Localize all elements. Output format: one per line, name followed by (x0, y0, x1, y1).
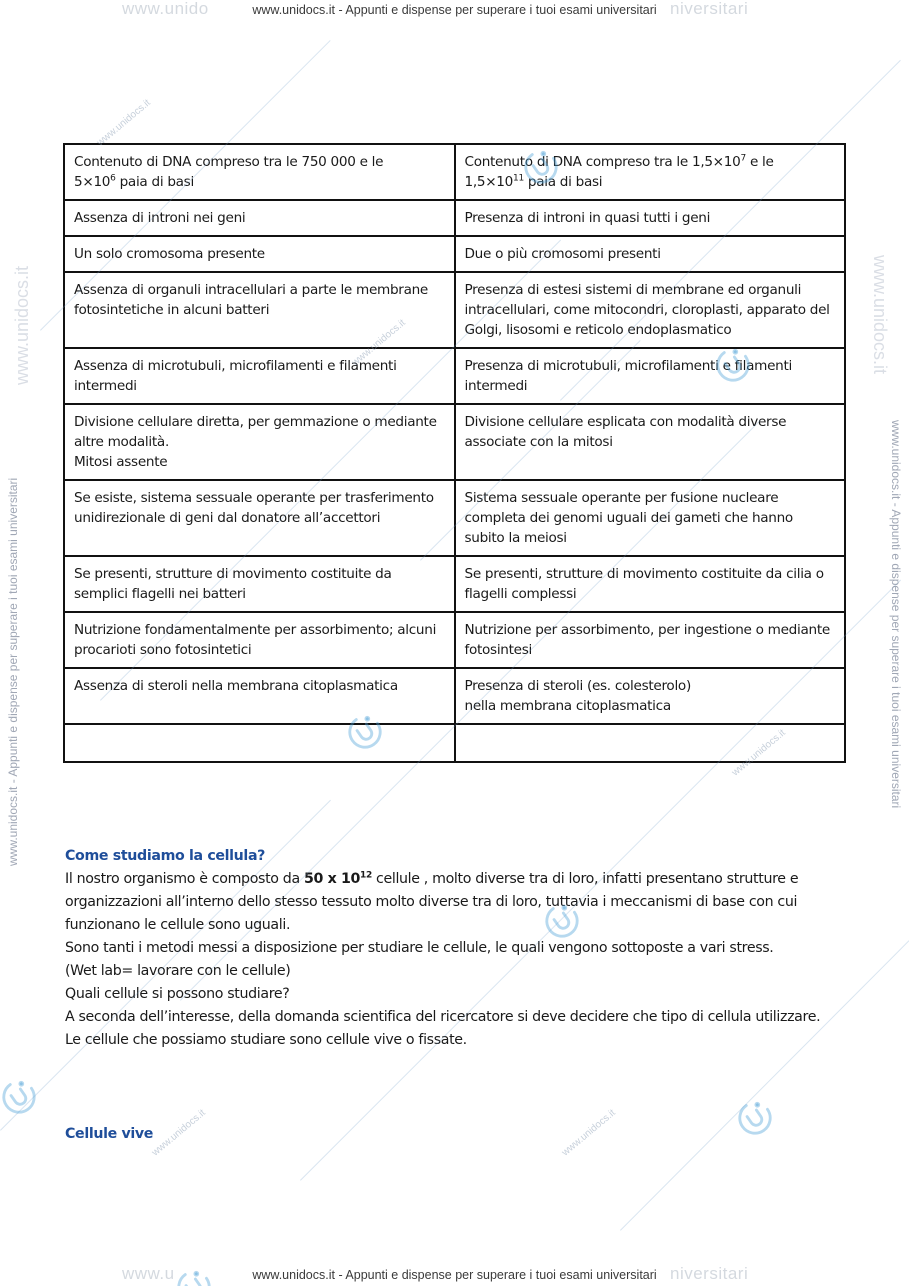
side-ghost-right: www.unidocs.it (870, 255, 890, 375)
table-row (64, 348, 845, 404)
header-ghost-right: niversitari (670, 0, 749, 18)
unidocs-logo-icon (0, 1078, 38, 1116)
cell-text: paia di basi (115, 174, 194, 190)
watermark-text: www.unidocs.it (730, 727, 788, 779)
table-row (64, 272, 845, 348)
section-heading-come-studiamo: Come studiamo la cellula? (65, 848, 266, 864)
superscript: 6 (110, 173, 116, 184)
table-cell-right (455, 668, 846, 724)
table-cell-right: Presenza di introni in quasi tutti i geni (455, 200, 846, 236)
table-cell-right: Nutrizione per assorbimento, per ingestione o mediante fotosintesi (455, 612, 846, 668)
section-body (65, 868, 855, 1052)
paragraph: (Wet lab= lavorare con le cellule) (65, 963, 291, 979)
table-cell-left (64, 144, 455, 200)
table-cell-right: Sistema sessuale operante per fusione nucleare completa dei genomi uguali dei gameti che hanno subito la meiosi (455, 480, 846, 556)
cell-text: Contenuto di DNA compreso tra le 750 000 e le (74, 154, 384, 170)
superscript: 11 (513, 173, 524, 184)
table-row (64, 404, 845, 480)
cell-text: e le (745, 154, 774, 170)
cell-text: Contenuto di DNA compreso tra le 1,5×10 (464, 154, 741, 170)
table-cell-left: Assenza di steroli nella membrana citoplasmatica (64, 668, 455, 724)
table-cell-right: Due o più cromosomi presenti (455, 236, 846, 272)
footer-ghost-right: niversitari (670, 1264, 749, 1283)
table-row (64, 480, 845, 556)
table-cell-right (455, 724, 846, 762)
section-heading-cellule-vive: Cellule vive (65, 1126, 154, 1142)
table-cell-left: Nutrizione fondamentalmente per assorbimento; alcuni procarioti sono fotosintetici (64, 612, 455, 668)
table-row (64, 200, 845, 236)
superscript: 7 (740, 153, 746, 164)
superscript: 12 (360, 870, 372, 881)
paragraph: Quali cellule si possono studiare? (65, 986, 290, 1002)
side-banner-left: www.unidocs.it - Appunti e dispense per superare i tuoi esami universitari (6, 477, 20, 866)
table-cell-left (64, 404, 455, 480)
side-banner-right: www.unidocs.it - Appunti e dispense per superare i tuoi esami universitari (889, 420, 903, 809)
footer-ghost-left: www.u (122, 1264, 175, 1283)
table-row (64, 612, 845, 668)
paragraph-text: Il nostro organismo è composto da (65, 871, 304, 887)
table-cell-left: Se presenti, strutture di movimento costituite da semplici flagelli nei batteri (64, 556, 455, 612)
table-cell-left: Assenza di introni nei geni (64, 200, 455, 236)
footer-banner-text: www.unidocs.it - Appunti e dispense per superare i tuoi esami universitari (252, 1268, 657, 1282)
table-cell-right: Presenza di microtubuli, microfilamenti e filamenti intermedi (455, 348, 846, 404)
table-cell-right: Divisione cellulare esplicata con modalità diverse associate con la mitosi (455, 404, 846, 480)
paragraph-text: cellule , molto diverse tra di loro, infatti presentano strutture e organizzazioni all’interno dello stesso tessuto molto diverse tra di loro, tuttavia i meccanismi di base con cui funzionano le cellule sono uguali. (65, 871, 799, 933)
table-cell-left: Se esiste, sistema sessuale operante per trasferimento unidirezionale di geni dal donatore all’accettori (64, 480, 455, 556)
header-ghost-left: www.unido (122, 0, 209, 18)
table-cell-right (455, 144, 846, 200)
table-cell-left (64, 724, 455, 762)
header-banner-text: www.unidocs.it - Appunti e dispense per superare i tuoi esami universitari (252, 3, 657, 17)
table-row-empty (64, 724, 845, 762)
bold-number: 50 x 10 (303, 871, 361, 887)
table-cell-left: Assenza di organuli intracellulari a parte le membrane fotosintetiche in alcuni batteri (64, 272, 455, 348)
cell-text: 1,5×10 (464, 174, 514, 190)
table-row (64, 556, 845, 612)
paragraph: Le cellule che possiamo studiare sono cellule vive o fissate. (65, 1032, 467, 1048)
watermark-text: www.unidocs.it (350, 317, 408, 369)
comparison-table (63, 143, 846, 763)
cell-text: Mitosi assente (74, 454, 168, 470)
cell-text: 5×10 (74, 174, 111, 190)
table-cell-left: Un solo cromosoma presente (64, 236, 455, 272)
paragraph (65, 868, 855, 937)
paragraph: Sono tanti i metodi messi a disposizione per studiare le cellule, le quali vengono sottoposte a vari stress. (65, 940, 774, 956)
table-cell-right: Presenza di estesi sistemi di membrane ed organuli intracellulari, come mitocondri, cloroplasti, apparato del Golgi, lisosomi e reticolo endoplasmatico (455, 272, 846, 348)
table-cell-left: Assenza di microtubuli, microfilamenti e filamenti intermedi (64, 348, 455, 404)
side-ghost-left: www.unidocs.it (12, 265, 32, 385)
footer-banner (0, 1264, 909, 1283)
cell-text: Divisione cellulare diretta, per gemmazione o mediante altre modalità. (74, 414, 437, 450)
header-banner (0, 0, 909, 18)
cell-text: Presenza di steroli (es. colesterolo) (464, 678, 691, 694)
watermark-text: www.unidocs.it (150, 1107, 208, 1159)
cell-text: nella membrana citoplasmatica (464, 698, 671, 714)
watermark-text: www.unidocs.it (95, 97, 153, 149)
paragraph: A seconda dell’interesse, della domanda scientifica del ricercatore si deve decidere che tipo di cellula utilizzare. (65, 1009, 821, 1025)
table-row (64, 236, 845, 272)
table-row (64, 144, 845, 200)
table-row (64, 668, 845, 724)
table-cell-right: Se presenti, strutture di movimento costituite da cilia o flagelli complessi (455, 556, 846, 612)
watermark-text: www.unidocs.it (560, 1107, 618, 1159)
cell-text: paia di basi (523, 174, 603, 190)
